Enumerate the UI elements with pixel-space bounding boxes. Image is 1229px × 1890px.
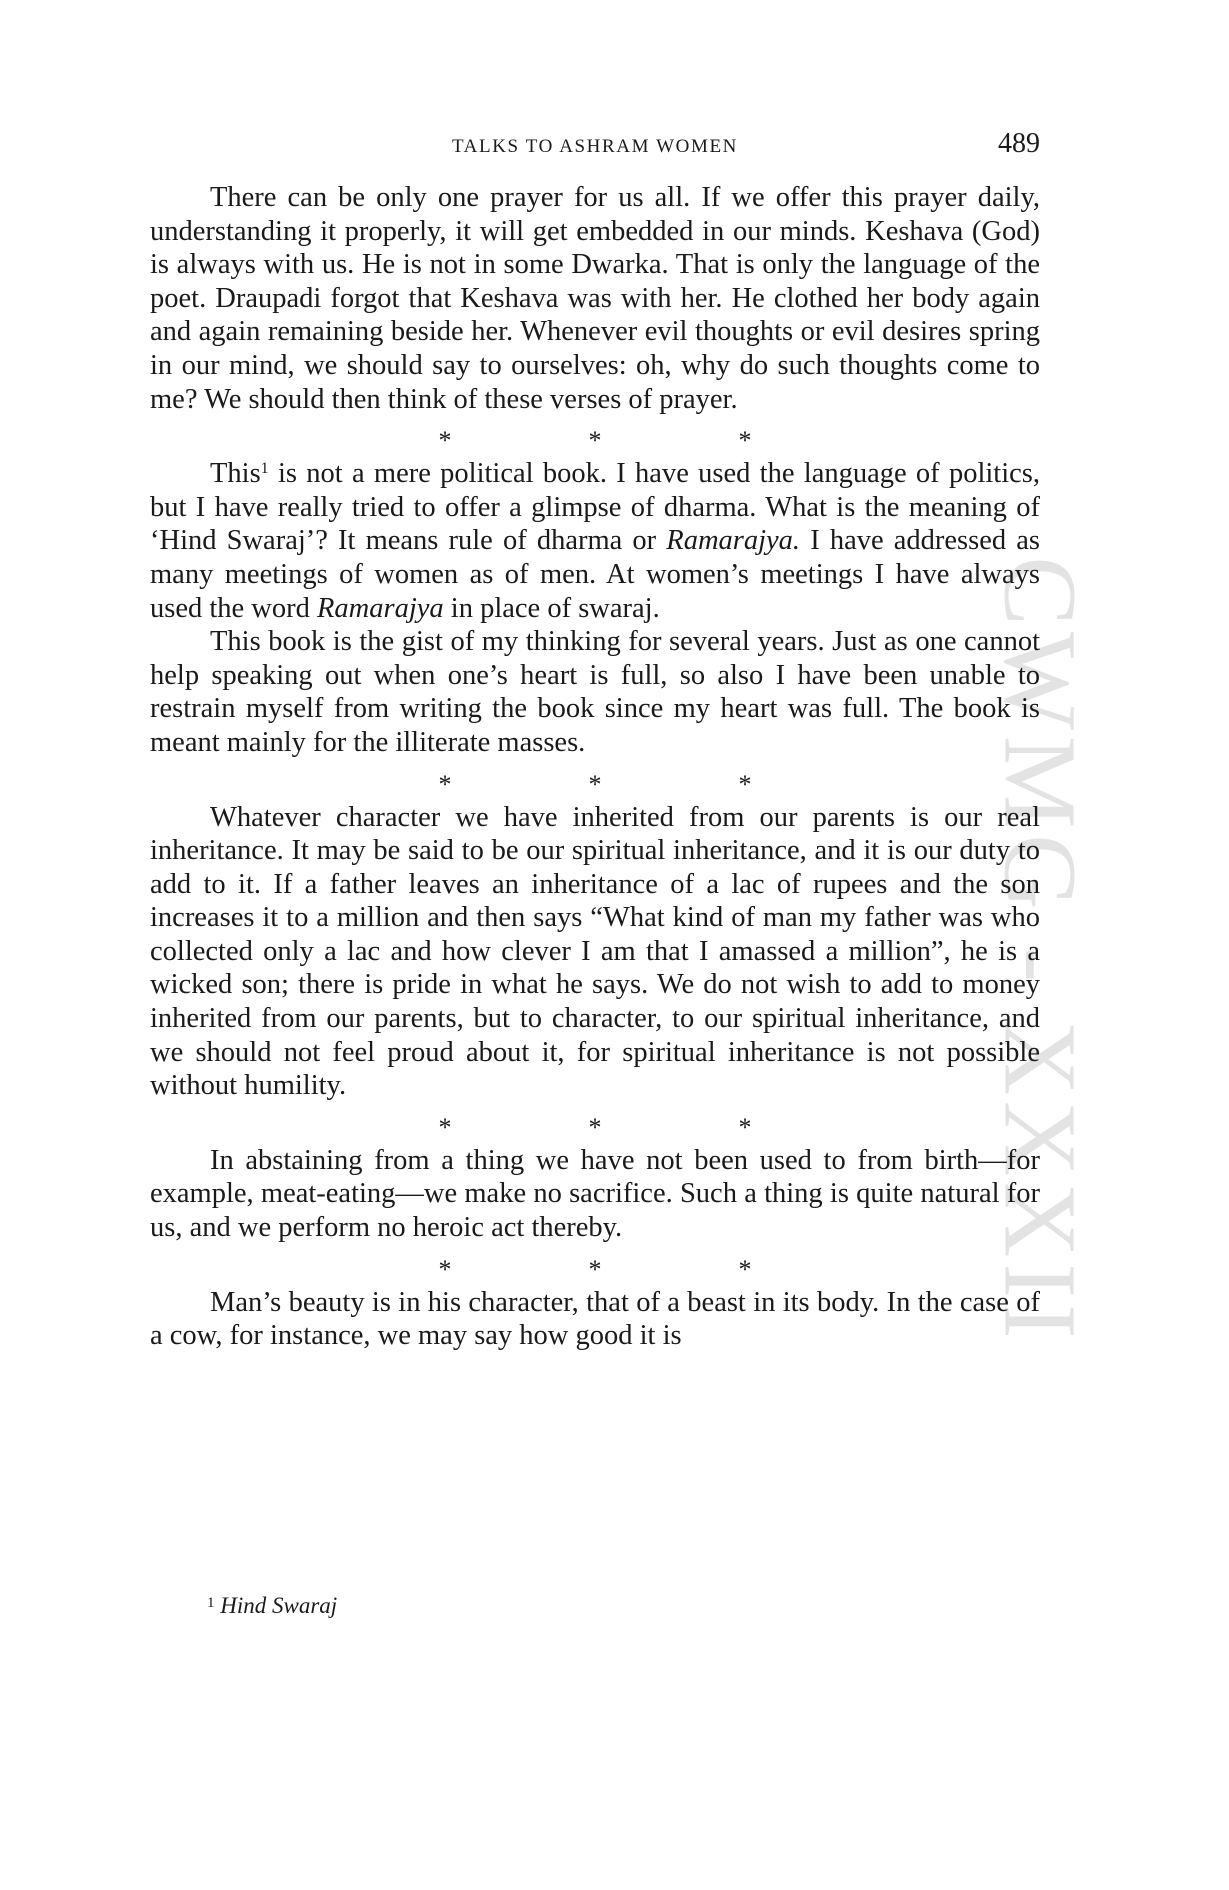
running-title: TALKS TO ASHRAM WOMEN xyxy=(452,136,738,157)
running-header xyxy=(150,128,1040,168)
separator-star: * xyxy=(438,426,452,456)
body-text xyxy=(150,181,1040,1353)
separator-star: * xyxy=(738,1112,752,1142)
paragraph-beauty: Man’s beauty is in his character, that of a beast in its body. In the case of a cow, for instance, we may say how good it is xyxy=(150,1286,1040,1352)
separator-star: * xyxy=(438,1254,452,1284)
watermark-text: CWMG - XXXII xyxy=(982,555,1098,1345)
separator-star: * xyxy=(438,1112,452,1142)
footnote-text: Hind Swaraj xyxy=(220,1593,338,1618)
separator-star: * xyxy=(588,1112,602,1142)
page-number: 489 xyxy=(998,128,1040,159)
separator-star: * xyxy=(738,769,752,799)
separator-star: * xyxy=(738,426,752,456)
footnote-reference: 1 xyxy=(260,460,269,478)
footnote xyxy=(207,1593,337,1619)
section-separator xyxy=(150,1252,1040,1286)
separator-star: * xyxy=(738,1254,752,1284)
separator-star: * xyxy=(438,769,452,799)
paragraph-abstaining: In abstaining from a thing we have not been used to from birth—for example, meat-eating—we make no sacrifice. Such a thing is quite natural for us, and we perform no heroic act thereby. xyxy=(150,1144,1040,1244)
paragraph-prayer: There can be only one prayer for us all. If we offer this prayer daily, understanding it properly, it will get embedded in our minds. Keshava (God) is always with us. He is not in some Dwarka. That is only the language of the poet. Draupadi forgot that Keshava was with her. He clothed her body again and again remaining beside her. Whenever evil thoughts or evil desires spring in our mind, we should say to ourselves: oh, why do such thoughts come to me? We should then think of these verses of prayer. xyxy=(150,182,1040,415)
separator-star: * xyxy=(588,769,602,799)
section-separator xyxy=(150,767,1040,801)
separator-star: * xyxy=(588,1254,602,1284)
paragraph-book-gist: This book is the gist of my thinking for several years. Just as one cannot help speaking out when one’s heart is full, so also I have been unable to restrain myself from writing the book since my heart was full. The book is meant mainly for the illiterate masses. xyxy=(150,626,1040,758)
section-separator xyxy=(150,1110,1040,1144)
footnote-marker: 1 xyxy=(207,1595,215,1611)
paragraph-hind-swaraj: This$^1$ is not a mere political book. I have used the language of politics, but I have really tried to offer a glimpse of dharma. What is the meaning of ‘Hind Swaraj’? It means rule of dharma or Ramarajya. I have addressed as many meetings of women as of men. At women’s meetings I have always used the word Ramarajya in place of swaraj. xyxy=(150,458,1040,624)
paragraph-inheritance: Whatever character we have inherited from our parents is our real inheritance. It may be said to be our spiritual inheritance, and it is our duty to add to it. If a father leaves an inheritance of a lac of rupees and the son increases it to a million and then says “What kind of man my father was who collected only a lac and how clever I am that I amassed a million”, he is a wicked son; there is pride in what he says. We do not wish to add to money inherited from our parents, but to character, to our spiritual inheritance, and we should not feel proud about it, for spiritual inheritance is not possible without humility. xyxy=(150,801,1040,1102)
section-separator xyxy=(150,423,1040,457)
separator-star: * xyxy=(588,426,602,456)
